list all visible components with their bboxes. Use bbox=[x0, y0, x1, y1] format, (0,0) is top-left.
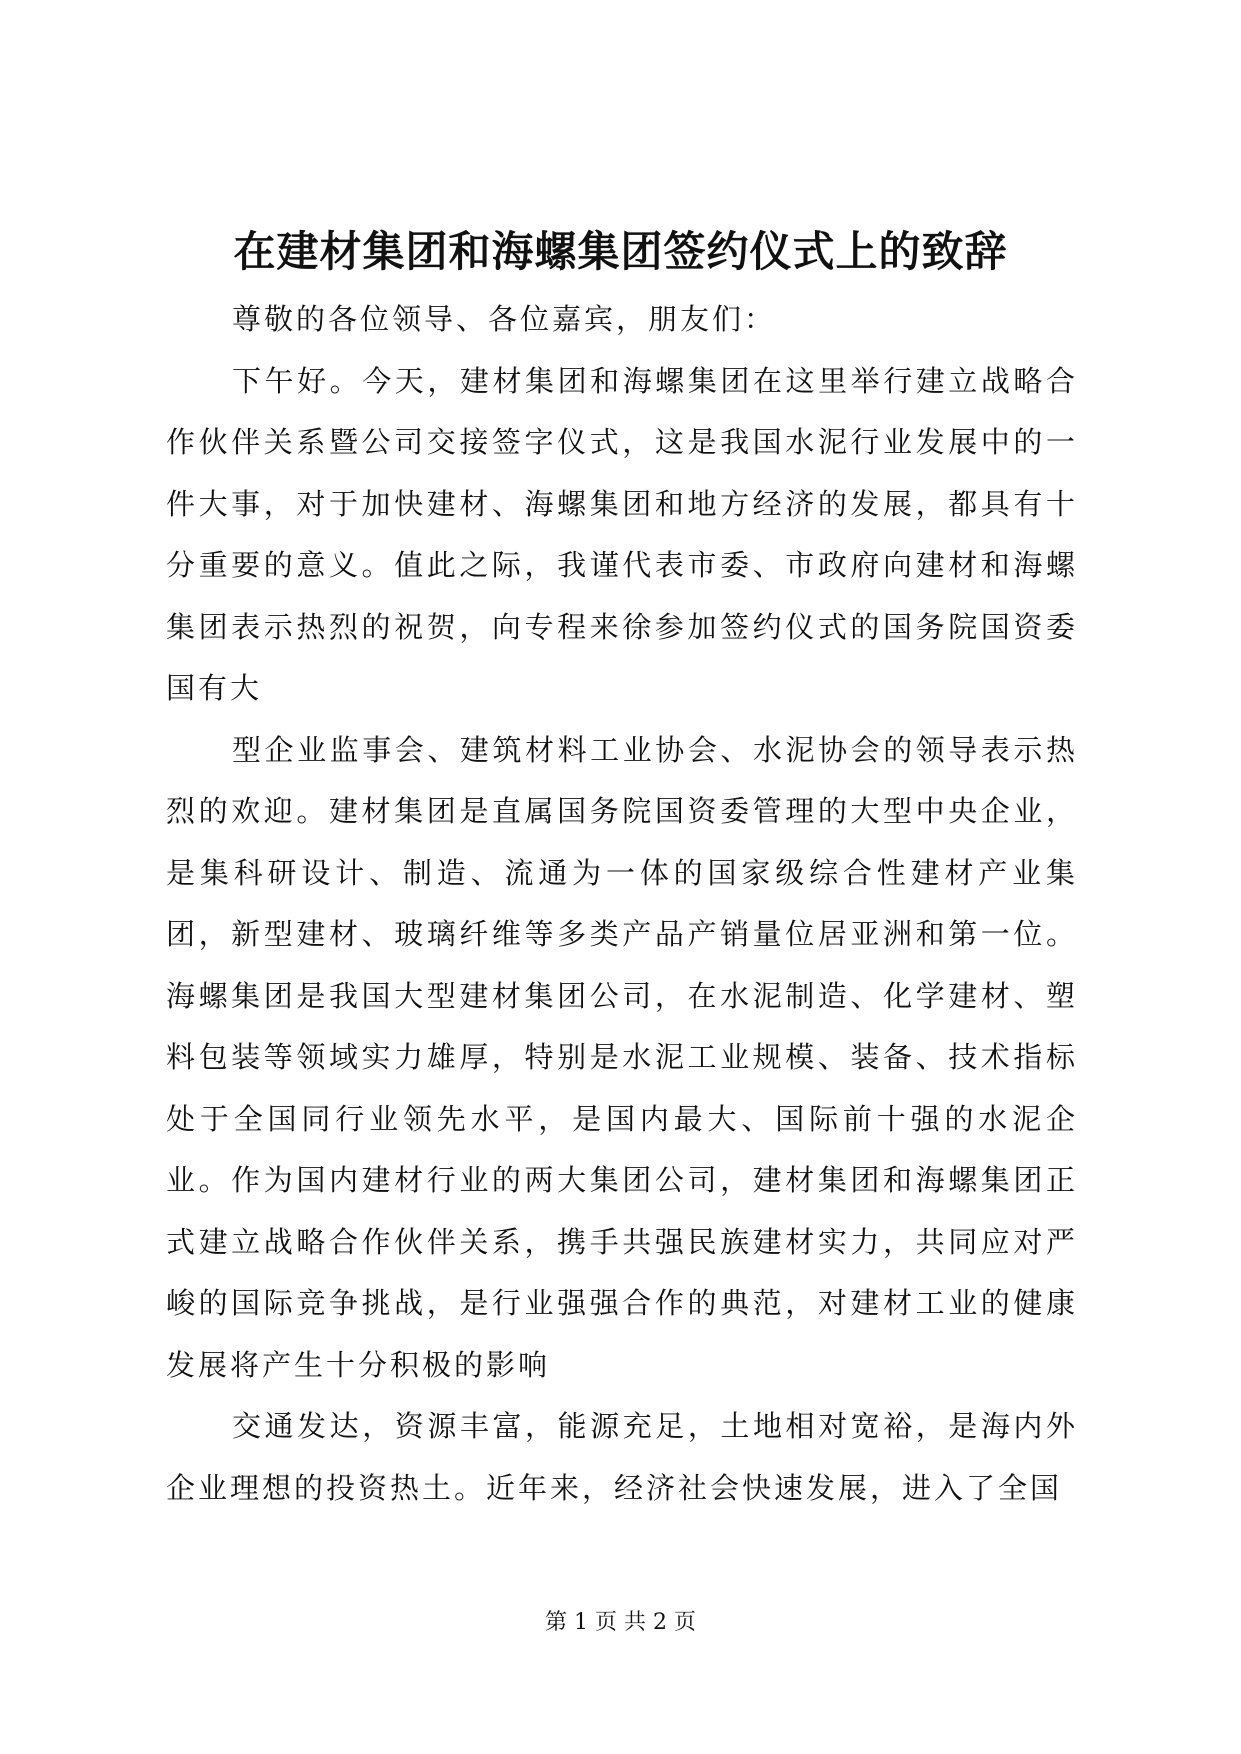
paragraph: 下午好。今天，建材集团和海螺集团在这里举行建立战略合作伙伴关系暨公司交接签字仪式，这是我国水泥行业发展中的一件大事，对于加快建材、海螺集团和地方经济的发展，都具有十分重要的意义。值此之际，我谨代表市委、市政府向建材和海螺集团表示热烈的祝贺，向专程来徐参加签约仪式的国务院国资委国有大 bbox=[166, 363, 1078, 705]
paragraph: 型企业监事会、建筑材料工业协会、水泥协会的领导表示热烈的欢迎。建材集团是直属国务院国资委管理的大型中央企业，是集科研设计、制造、流通为一体的国家级综合性建材产业集团，新型建材、玻璃纤维等多类产品产销量位居亚洲和第一位。海螺集团是我国大型建材集团公司，在水泥制造、化学建材、塑料包装等领域实力雄厚，特别是水泥工业规模、装备、技术指标处于全国同行业领先水平，是国内最大、国际前十强的水泥企业。作为国内建材行业的两大集团公司，建材集团和海螺集团正式建立战略合作伙伴关系，携手共强民族建材实力，共同应对严峻的国际竞争挑战，是行业强强合作的典范，对建材工业的健康发展将产生十分积极的影响 bbox=[166, 732, 1078, 1382]
page-number-footer: 第 1 页 共 2 页 bbox=[545, 1610, 696, 1635]
document-title: 在建材集团和海螺集团签约仪式上的致辞 bbox=[233, 227, 1008, 276]
paragraph: 交通发达，资源丰富，能源充足，土地相对宽裕，是海内外企业理想的投资热土。近年来，经济社会快速发展，进入了全国 bbox=[166, 1409, 1078, 1505]
paragraph-salutation: 尊敬的各位领导、各位嘉宾，朋友们： bbox=[232, 302, 777, 336]
document-body bbox=[166, 289, 1078, 1519]
